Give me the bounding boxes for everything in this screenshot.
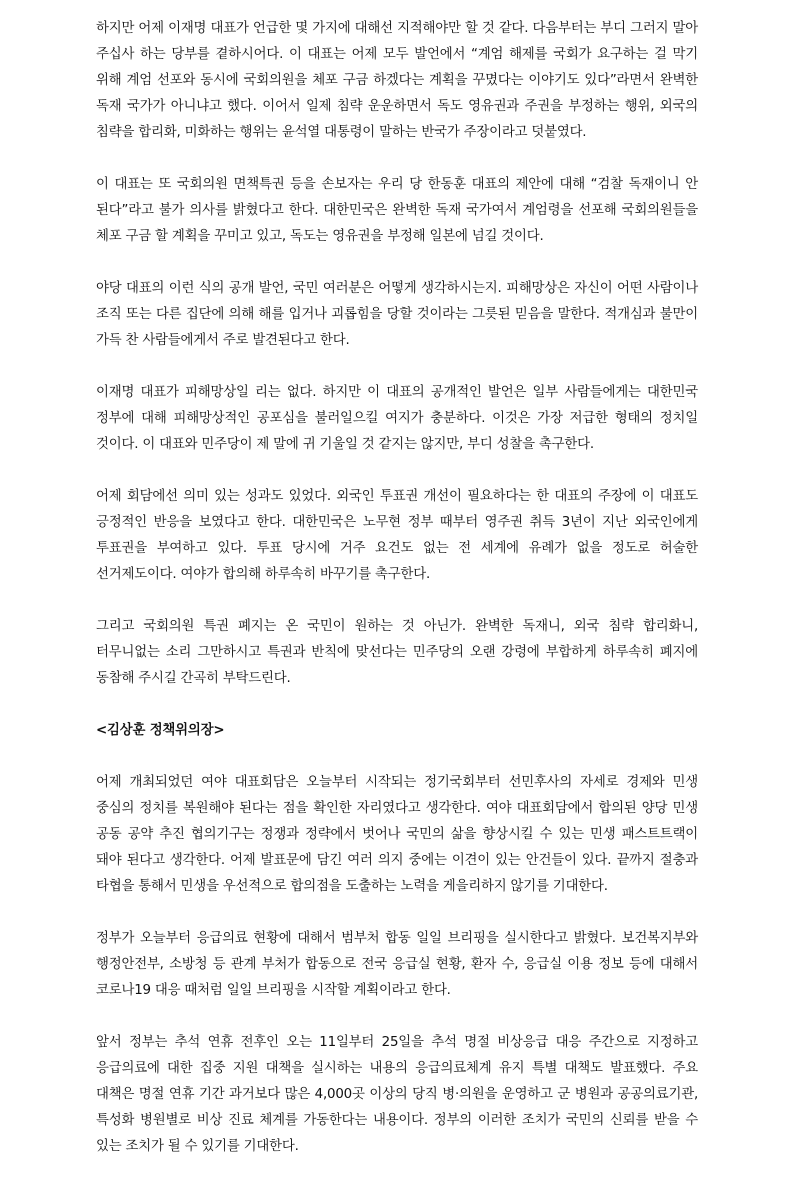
- paragraph: 하지만 어제 이재명 대표가 언급한 몇 가지에 대해선 지적해야만 할 것 같다. 다음부터는 부디 그러지 말아 주십사 하는 당부를 곁하시어다. 이 대표는 어제 모두 발언에서 “계엄 해제를 국회가 요구하는 걸 막기 위해 계엄 선포와 동시에 국회의원을 체포 구금 하겠다는 계획을 꾸몄다는 이야기도 있다”라면서 완벽한 독재 국가가 아니냐고 했다. 이어서 일제 침략 운운하면서 독도 영유권과 주권을 부정하는 행위, 외국의 침략을 합리화, 미화하는 행위는 윤석열 대통령이 말하는 반국가 주장이라고 덧붙였다.: [96, 21, 698, 140]
- paragraph: 이 대표는 또 국회의원 면책특권 등을 손보자는 우리 당 한동훈 대표의 제안에 대해 “검찰 독재이니 안 된다”라고 불가 의사를 밝혔다고 한다. 대한민국은 완벽한 독재 국가여서 계엄령을 선포해 국회의원들을 체포 구금 할 계획을 꾸미고 있고, 독도는 영유권을 부정해 일본에 넘길 것이다.: [96, 177, 698, 244]
- paragraph: 이재명 대표가 피해망상일 리는 없다. 하지만 이 대표의 공개적인 발언은 일부 사람들에게는 대한민국 정부에 대해 피해망상적인 공포심을 불러일으킬 여지가 충분하다. 이것은 가장 저급한 형태의 정치일 것이다. 이 대표와 민주당이 제 말에 귀 기울일 것 같지는 않지만, 부디 성찰을 촉구한다.: [96, 385, 698, 452]
- paragraph: 어제 회담에선 의미 있는 성과도 있었다. 외국인 투표권 개선이 필요하다는 한 대표의 주장에 이 대표도 긍정적인 반응을 보였다고 한다. 대한민국은 노무현 정부 때부터 영주권 취득 3년이 지난 외국인에게 투표권을 부여하고 있다. 투표 당시에 거주 요건도 없는 전 세계에 유례가 없을 정도로 허술한 선거제도이다. 여야가 합의해 하루속히 바꾸기를 촉구한다.: [96, 489, 698, 582]
- paragraph: 어제 개최되었던 여야 대표회담은 오늘부터 시작되는 정기국회부터 선민후사의 자세로 경제와 민생 중심의 정치를 복원해야 된다는 점을 확인한 자리였다고 생각한다. 여야 대표회담에서 합의된 양당 민생 공동 공약 추진 협의기구는 정쟁과 정략에서 벗어나 국민의 삶을 향상시킬 수 있는 민생 패스트트랙이 돼야 된다고 생각한다. 어제 발표문에 담긴 여러 의지 중에는 이견이 있는 안건들이 있다. 끝까지 절충과 타협을 통해서 민생을 우선적으로 합의점을 도출하는 노력을 게을리하지 않기를 기대한다.: [96, 775, 698, 894]
- paragraph: 그리고 국회의원 특권 폐지는 온 국민이 원하는 것 아닌가. 완벽한 독재니, 외국 침략 합리화니, 터무니없는 소리 그만하시고 특권과 반칙에 맞선다는 민주당의 오랜 강령에 부합하게 하루속히 폐지에 동참해 주시길 간곡히 부탁드린다.: [96, 619, 698, 686]
- paragraph: 앞서 정부는 추석 연휴 전후인 오는 11일부터 25일을 추석 명절 비상응급 대응 주간으로 지정하고 응급의료에 대한 집중 지원 대책을 실시하는 내용의 응급의료체계 유지 특별 대책도 발표했다. 주요 대책은 명절 연휴 기간 과거보다 많은 4,000곳 이상의 당직 병·의원을 운영하고 군 병원과 공공의료기관, 특성화 병원별로 비상 진료 체계를 가동한다는 내용이다. 정부의 이러한 조치가 국민의 신뢰를 받을 수 있는 조치가 될 수 있기를 기대한다.: [96, 1035, 698, 1154]
- document-page: [96, 16, 698, 1186]
- paragraph: 야당 대표의 이런 식의 공개 발언, 국민 여러분은 어떻게 생각하시는지. 피해망상은 자신이 어떤 사람이나 조직 또는 다른 집단에 의해 해를 입거나 괴롭힘을 당할 것이라는 그릇된 믿음을 말한다. 적개심과 불만이 가득 찬 사람들에게서 주로 발견된다고 한다.: [96, 281, 698, 348]
- paragraph: 정부가 오늘부터 응급의료 현황에 대해서 범부처 합동 일일 브리핑을 실시한다고 밝혔다. 보건복지부와 행정안전부, 소방청 등 관계 부처가 합동으로 전국 응급실 현황, 환자 수, 응급실 이용 정보 등에 대해서 코로나19 대응 때처럼 일일 브리핑을 시작할 계획이라고 한다.: [96, 931, 698, 998]
- speaker-heading: <김상훈 정책위의장>: [96, 723, 225, 738]
